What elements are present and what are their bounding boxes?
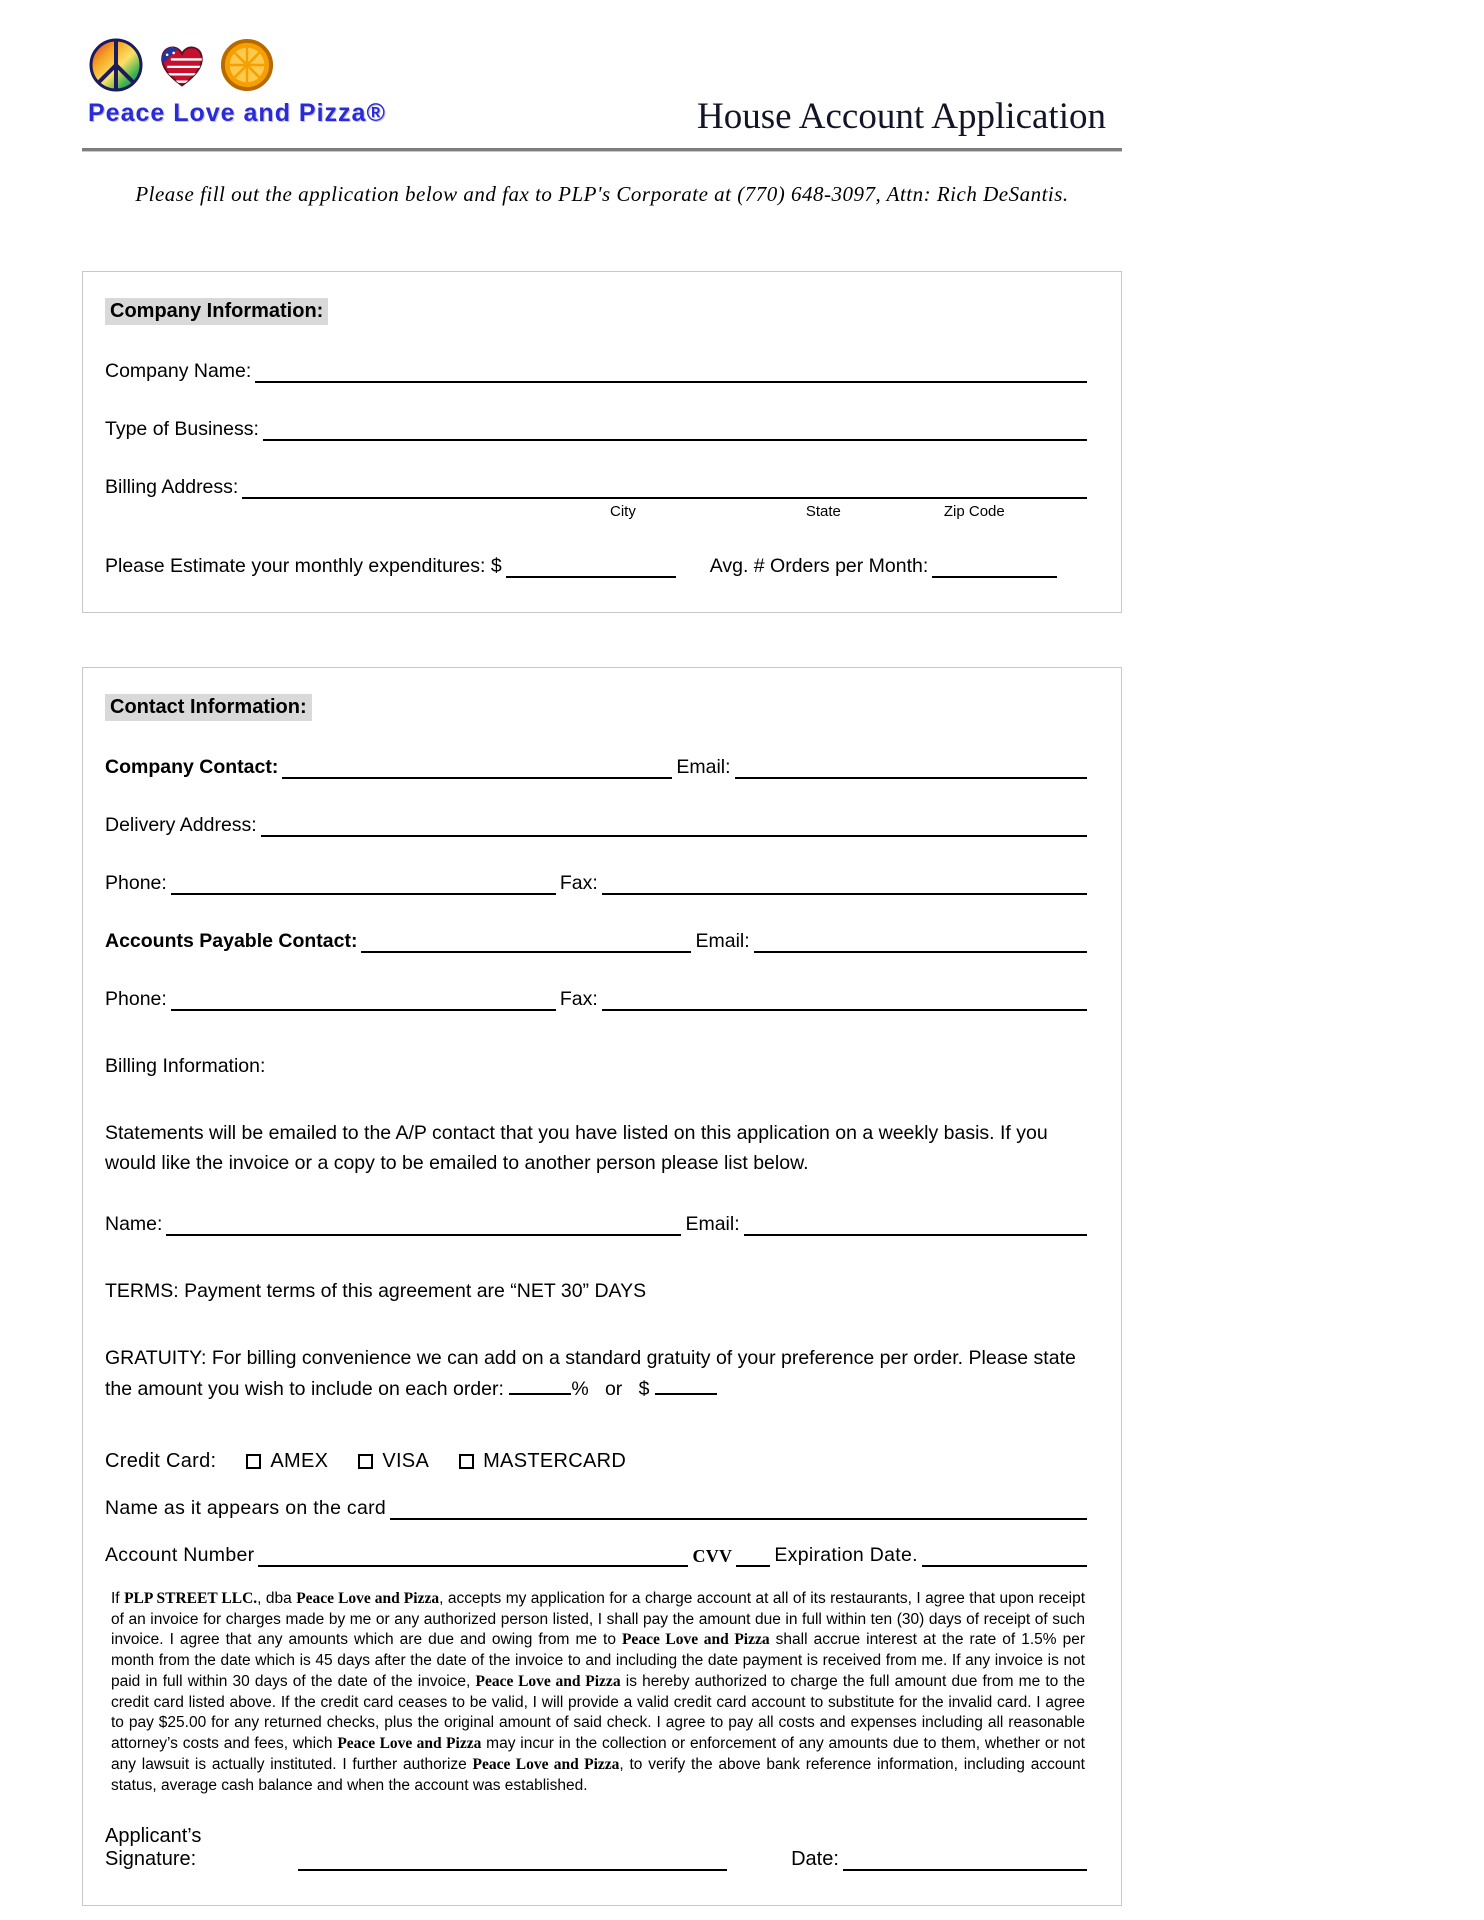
contact-fax-line[interactable] bbox=[602, 876, 1087, 896]
billing-information-label: Billing Information: bbox=[105, 1055, 266, 1077]
company-contact-line[interactable] bbox=[282, 760, 672, 780]
mastercard-label: MASTERCARD bbox=[483, 1449, 627, 1472]
cvv-line[interactable] bbox=[736, 1547, 770, 1567]
gratuity-percent-line[interactable] bbox=[509, 1376, 571, 1395]
card-option-mastercard[interactable] bbox=[459, 1450, 626, 1473]
gratuity-text: GRATUITY: For billing convenience we can add on a standard gratuity of your preference per order. Please state the amount you wish to include on each order: bbox=[105, 1347, 1076, 1400]
pizza-icon bbox=[220, 38, 274, 92]
contact-phone-line[interactable] bbox=[171, 876, 556, 896]
contact-phone-row bbox=[105, 872, 1091, 895]
recipient-email-label: Email: bbox=[685, 1213, 740, 1236]
billing-address-label: Billing Address: bbox=[105, 476, 239, 498]
avg-orders-label: Avg. # Orders per Month: bbox=[709, 555, 929, 577]
percent-sign: % bbox=[571, 1377, 589, 1400]
visa-label: VISA bbox=[382, 1449, 430, 1472]
ap-fax-label: Fax: bbox=[559, 988, 598, 1010]
company-name-line[interactable] bbox=[255, 364, 1087, 384]
ap-phone-label: Phone: bbox=[105, 988, 167, 1010]
card-option-amex[interactable] bbox=[246, 1450, 328, 1473]
expiration-date-line[interactable] bbox=[922, 1547, 1087, 1567]
company-contact-email-line[interactable] bbox=[735, 760, 1087, 780]
expiration-date-label: Expiration Date. bbox=[774, 1543, 918, 1566]
application-page bbox=[82, 0, 1122, 1906]
billing-address-row bbox=[105, 476, 1091, 499]
company-name-label: Company Name: bbox=[105, 360, 252, 382]
amex-checkbox[interactable] bbox=[246, 1454, 261, 1469]
company-contact-email-label: Email: bbox=[676, 756, 731, 778]
type-of-business-line[interactable] bbox=[263, 422, 1087, 442]
brand-name: Peace Love and Pizza® bbox=[88, 99, 386, 127]
contact-info-heading: Contact Information: bbox=[105, 694, 312, 721]
type-of-business-row bbox=[105, 418, 1091, 441]
type-of-business-label: Type of Business: bbox=[105, 418, 259, 440]
instruction-text: Please fill out the application below and fax to PLP's Corporate at (770) 648-3097, Attn: Rich DeSantis. bbox=[135, 182, 1069, 206]
billing-address-line[interactable] bbox=[242, 480, 1087, 500]
monthly-expenditures-line[interactable] bbox=[506, 559, 676, 579]
logo-icons bbox=[88, 34, 386, 96]
ap-phone-row bbox=[105, 988, 1091, 1011]
peace-icon bbox=[88, 37, 144, 93]
name-on-card-label: Name as it appears on the card bbox=[105, 1496, 387, 1519]
mastercard-checkbox[interactable] bbox=[459, 1454, 474, 1469]
extra-recipient-row bbox=[105, 1213, 1091, 1236]
credit-card-row bbox=[105, 1450, 1091, 1473]
or-text: or bbox=[604, 1377, 623, 1400]
date-label: Date: bbox=[791, 1847, 839, 1870]
account-number-label: Account Number bbox=[105, 1543, 255, 1566]
signature-line[interactable] bbox=[298, 1851, 728, 1871]
header bbox=[82, 34, 1122, 138]
account-number-line[interactable] bbox=[258, 1547, 688, 1567]
accounts-payable-line[interactable] bbox=[361, 934, 691, 954]
date-line[interactable] bbox=[843, 1851, 1087, 1871]
accounts-payable-email-label: Email: bbox=[695, 930, 750, 952]
ap-fax-line[interactable] bbox=[602, 992, 1087, 1012]
expenditures-row bbox=[105, 555, 1091, 578]
cvv-label: CVV bbox=[692, 1545, 733, 1566]
signature-row bbox=[105, 1825, 1091, 1871]
visa-checkbox[interactable] bbox=[358, 1454, 373, 1469]
company-info-heading: Company Information: bbox=[105, 298, 328, 325]
credit-card-label: Credit Card: bbox=[105, 1449, 217, 1472]
amex-label: AMEX bbox=[270, 1449, 329, 1472]
dollar-sign: $ bbox=[638, 1377, 650, 1400]
card-option-visa[interactable] bbox=[358, 1450, 429, 1473]
name-on-card-row bbox=[105, 1497, 1091, 1520]
header-rule bbox=[82, 148, 1122, 152]
page-title: House Account Application bbox=[697, 96, 1106, 137]
company-contact-row bbox=[105, 756, 1091, 779]
delivery-address-label: Delivery Address: bbox=[105, 814, 257, 836]
gratuity-dollar-line[interactable] bbox=[655, 1376, 717, 1395]
accounts-payable-label: Accounts Payable Contact: bbox=[105, 930, 358, 952]
legal-text: If PLP STREET LLC., dba Peace Love and Pizza, accepts my application for a charge account at all of its restaurants, I agree that upon receipt of an invoice for charges made by me or any authorized person listed, I shall pay the amount due in full within ten (30) days of receipt of such invoice. I agree that any amounts which are due and owing from me to Peace Love and Pizza shall accrue interest at the rate of 1.5% per month from the date which is 45 days after the date of the invoice to and including the date payment is received from me. If any invoice is not paid in full within 30 days of the date of the invoice, Peace Love and Pizza is hereby authorized to charge the full amount due from me to the credit card listed above. If the credit card ceases to be valid, I will provide a valid credit card account to substitute for the invalid card. I agree to pay $25.00 for any returned checks, plus the original amount of said check. I agree to pay all costs and expenses including all reasonable attorney’s costs and fees, which Peace Love and Pizza may incur in the collection or enforcement of any amounts due to them, whether or not any lawsuit is actually instituted. I further authorize Peace Love and Pizza, to verify the above bank reference information, including account status, average cash balance and when the account was established. bbox=[111, 1589, 1086, 1794]
company-contact-label: Company Contact: bbox=[105, 756, 279, 778]
accounts-payable-email-line[interactable] bbox=[754, 934, 1087, 954]
ap-phone-line[interactable] bbox=[171, 992, 556, 1012]
account-number-row bbox=[105, 1544, 1091, 1567]
delivery-address-row bbox=[105, 814, 1091, 837]
gratuity-paragraph bbox=[105, 1343, 1091, 1403]
accounts-payable-row bbox=[105, 930, 1091, 953]
recipient-name-label: Name: bbox=[105, 1213, 163, 1236]
recipient-email-line[interactable] bbox=[744, 1217, 1087, 1237]
heart-flag-icon bbox=[156, 39, 208, 91]
terms-text: TERMS: Payment terms of this agreement are “NET 30” DAYS bbox=[105, 1280, 647, 1303]
city-label: City bbox=[610, 503, 636, 520]
signature-label: Applicant’s Signature: bbox=[105, 1824, 202, 1870]
monthly-expenditures-label: Please Estimate your monthly expenditures: $ bbox=[105, 555, 502, 577]
contact-phone-label: Phone: bbox=[105, 872, 167, 894]
delivery-address-line[interactable] bbox=[261, 818, 1087, 838]
zip-code-label: Zip Code bbox=[943, 503, 1005, 520]
contact-fax-label: Fax: bbox=[559, 872, 598, 894]
avg-orders-line[interactable] bbox=[932, 559, 1057, 579]
contact-info-section bbox=[82, 667, 1122, 1906]
statements-text: Statements will be emailed to the A/P contact that you have listed on this application on a weekly basis. If you would like the invoice or a copy to be emailed to another person please list below. bbox=[105, 1122, 1048, 1175]
state-label: State bbox=[805, 503, 841, 520]
company-info-section bbox=[82, 271, 1122, 613]
brand-logo bbox=[88, 34, 386, 128]
recipient-name-line[interactable] bbox=[166, 1217, 681, 1237]
company-name-row bbox=[105, 360, 1091, 383]
billing-address-sublabels bbox=[105, 503, 1091, 520]
name-on-card-line[interactable] bbox=[390, 1500, 1087, 1520]
